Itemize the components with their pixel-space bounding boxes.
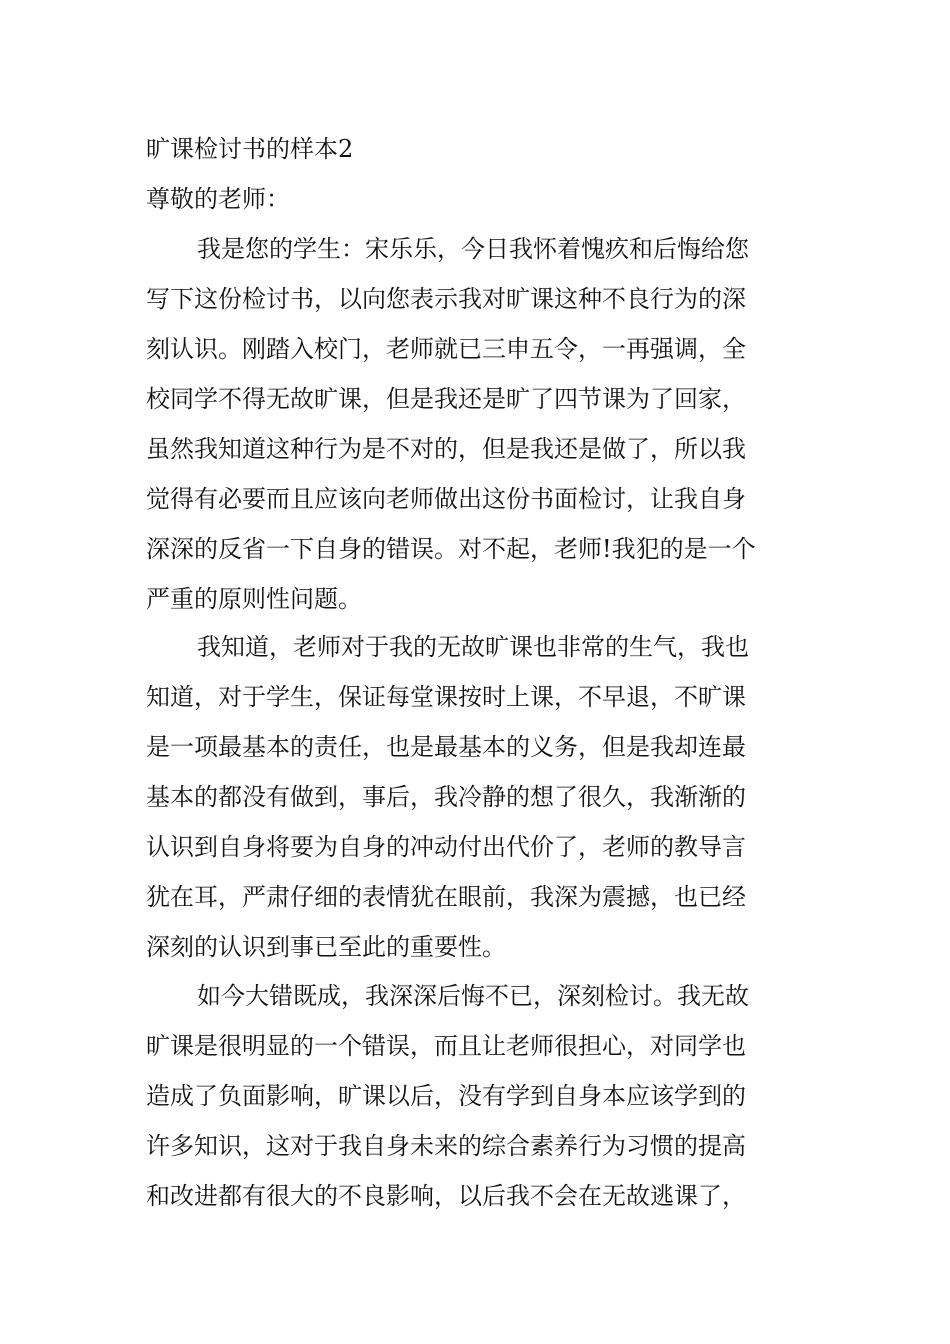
paragraph-2-line-1: 我知道，老师对于我的无故旷课也非常的生气，我也 xyxy=(197,633,749,661)
paragraph-2-line-5: 认识到自身将要为自身的冲动付出代价了，老师的教导言 xyxy=(146,833,746,861)
paragraph-1-line-4: 校同学不得无故旷课，但是我还是旷了四节课为了回家， xyxy=(146,385,746,413)
paragraph-1-line-2: 写下这份检讨书，以向您表示我对旷课这种不良行为的深 xyxy=(146,285,746,313)
paragraph-1-line-8: 严重的原则性问题。 xyxy=(146,585,362,613)
paragraph-3-line-4: 许多知识，这对于我自身未来的综合素养行为习惯的提高 xyxy=(146,1132,746,1160)
paragraph-3-line-1: 如今大错既成，我深深后悔不已，深刻检讨。我无故 xyxy=(197,982,749,1010)
paragraph-2-line-4: 基本的都没有做到，事后，我冷静的想了很久，我渐渐的 xyxy=(146,783,746,811)
document-title: 旷课检讨书的样本2 xyxy=(146,135,354,163)
paragraph-3-line-2: 旷课是很明显的一个错误，而且让老师很担心，对同学也 xyxy=(146,1032,746,1060)
paragraph-1-line-3: 刻认识。刚踏入校门，老师就已三申五令，一再强调，全 xyxy=(146,335,746,363)
paragraph-2-line-6: 犹在耳，严肃仔细的表情犹在眼前，我深为震撼，也已经 xyxy=(146,883,746,911)
salutation: 尊敬的老师： xyxy=(146,185,290,213)
paragraph-1-line-6: 觉得有必要而且应该向老师做出这份书面检讨，让我自身 xyxy=(146,485,746,513)
paragraph-2-line-2: 知道，对于学生，保证每堂课按时上课，不早退，不旷课 xyxy=(146,683,746,711)
paragraph-1-line-7: 深深的反省一下自身的错误。对不起，老师!我犯的是一个 xyxy=(146,535,756,563)
paragraph-3-line-3: 造成了负面影响，旷课以后，没有学到自身本应该学到的 xyxy=(146,1082,746,1110)
paragraph-3-line-5: 和改进都有很大的不良影响，以后我不会在无故逃课了， xyxy=(146,1182,746,1210)
paragraph-1-line-5: 虽然我知道这种行为是不对的，但是我还是做了，所以我 xyxy=(146,435,746,463)
paragraph-2-line-7: 深刻的认识到事已至此的重要性。 xyxy=(146,933,506,961)
paragraph-1-line-1: 我是您的学生：宋乐乐，今日我怀着愧疚和后悔给您 xyxy=(197,235,749,263)
paragraph-2-line-3: 是一项最基本的责任，也是最基本的义务，但是我却连最 xyxy=(146,733,746,761)
